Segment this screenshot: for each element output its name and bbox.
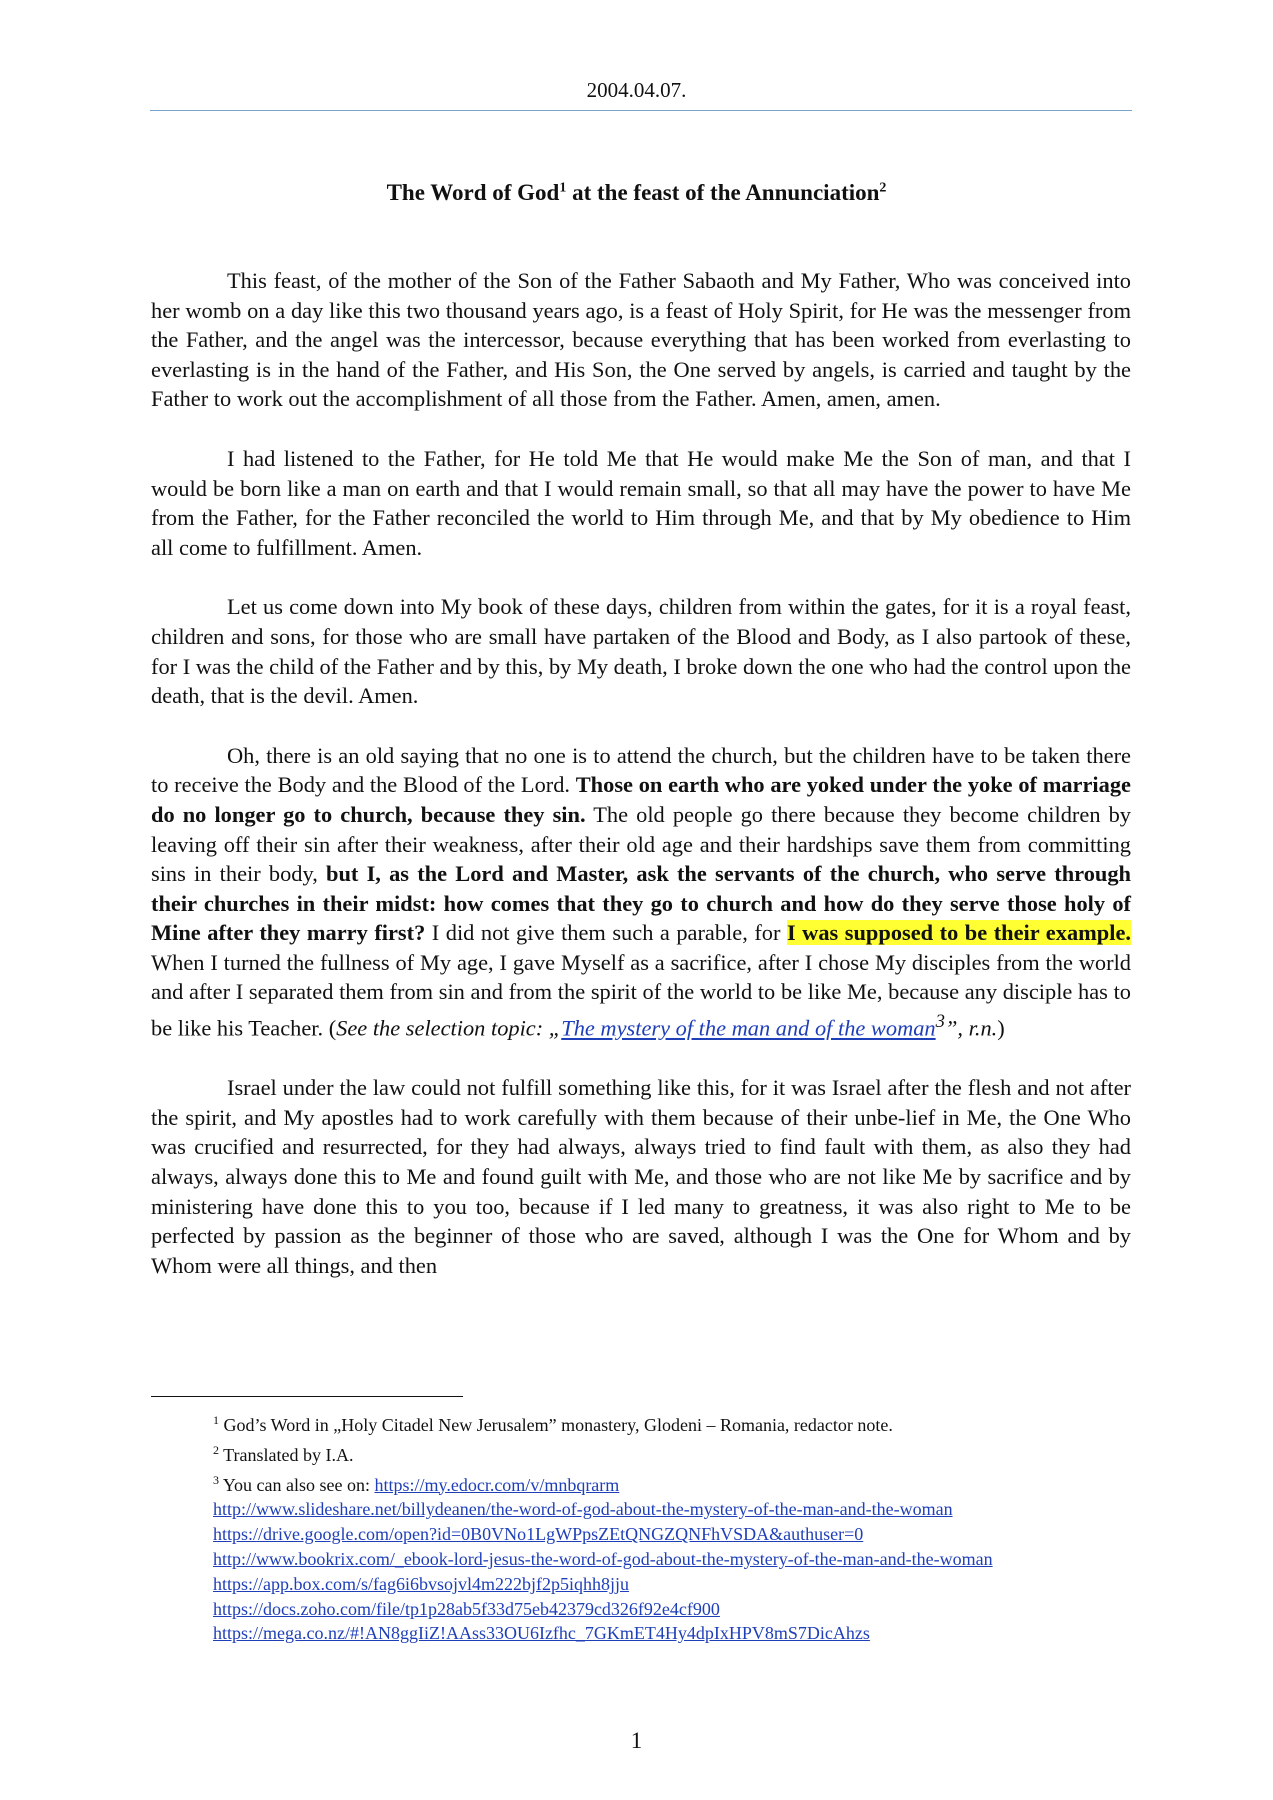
footnote-link-edocr[interactable]: https://my.edocr.com/v/mnbqrarm — [374, 1474, 620, 1495]
title-footnote-ref-1[interactable]: 1 — [559, 180, 567, 196]
p4-bold-2: but I, as the Lord and Master, ask the servants of the church, who serve through their churches in their midst: how comes that they go to church and how do they serve those holy of Mine after they marry first? — [151, 861, 1131, 946]
p4-text-c: The old people go there because they become children by leaving off their sin after their weakness, after their old age and their hardships save them from committing sins in their body, — [151, 801, 1131, 887]
paragraph-1: This feast, of the mother of the Son of the Father Sabaoth and My Father, Who was conceived into her womb on a day like this two thousand years ago, is a feast of Holy Spirit, for He was the messenger from the Father, and the angel was the intercessor, because everything that has been worked from everlasting to everlasting is in the hand of the Father, and His Son, the One served by angels, is carried and taught by the Father to work out the accomplishment of all those from the Father. Amen, amen, amen. — [151, 268, 1131, 412]
p4-text-g: When I turned the fullness of My age, I gave Myself as a sacrifice, after I chose My disciples from the world and after I separated them from sin and from the spirit of the world to be like Me, because any disciple has to be like his Teacher. ( — [151, 949, 1131, 1041]
page-number: 1 — [630, 1728, 643, 1753]
p4-italic-2: ”, r.n. — [944, 1015, 998, 1041]
topic-link[interactable] — [561, 1016, 935, 1041]
footnote-1 — [151, 1408, 1131, 1438]
footnotes — [151, 1408, 1131, 1646]
footnote-link-item — [151, 1597, 1131, 1622]
footnote-3 — [151, 1468, 1131, 1498]
footnote-ref-3[interactable]: 3 — [935, 1011, 945, 1033]
footnote-link-mega[interactable]: https://mega.co.nz/#!AN8ggIiZ!AAss33OU6Izfhc_7GKmET4Hy4dpIxHPV8mS7DicAhzs — [213, 1623, 870, 1644]
footnote-3-number: 3 — [213, 1472, 219, 1487]
footnote-link-slideshare[interactable]: http://www.slideshare.net/billydeanen/the-word-of-god-about-the-mystery-of-the-man-and-the-woman — [213, 1499, 953, 1520]
footnote-link-item — [151, 1621, 1131, 1646]
footnote-link-box[interactable]: https://app.box.com/s/fag6i6bvsojvl4m222bjf2p5iqhh8jju — [213, 1573, 629, 1594]
p4-text-l: ) — [997, 1015, 1005, 1041]
paragraph-5: Israel under the law could not fulfill something like this, for it was Israel after the flesh and not after the spirit, and My apostles had to work carefully with them because of their unbe-lief in Me, the One Who was crucified and resurrected, for they had always, always tried to find fault with them, as also they had always, always done this to Me and found guilt with Me, and those who are not like Me by sacrifice and by ministering have done this to you too, because if I led many to greatness, it was also right to Me to be perfected by passion as the beginner of those who are saved, although I was the One for Whom and by Whom were all things, and then — [151, 1075, 1131, 1278]
footnote-3-text: You can also see on: — [219, 1474, 375, 1495]
footnote-1-text: God’s Word in „Holy Citadel New Jerusalem” monastery, Glodeni – Romania, redactor note. — [219, 1415, 893, 1435]
paragraph-2: I had listened to the Father, for He told Me that He would make Me the Son of man, and that I would be born like a man on earth and that I would remain small, so that all may have the power to have Me from the Father, for the Father reconciled the world to Him through Me, and that by My obedience to Him all come to fulfillment. Amen. — [151, 445, 1131, 560]
footnote-link-google-drive[interactable]: https://drive.google.com/open?id=0B0VNo1LgWPpsZEtQNGZQNFhVSDA&authuser=0 — [213, 1524, 864, 1545]
p4-italic-1: See the selection topic: „ — [336, 1015, 562, 1041]
header-date: 2004.04.07. — [586, 78, 687, 102]
footnote-link-zoho[interactable]: https://docs.zoho.com/file/tp1p28ab5f33d75eb42379cd326f92e4cf900 — [213, 1598, 720, 1619]
footnote-divider — [151, 1396, 463, 1397]
p4-text-e: I did not give them such a parable, for — [425, 920, 787, 946]
header-divider — [150, 110, 1132, 111]
paragraph-3: Let us come down into My book of these days, children from within the gates, for it is a royal feast, children and sons, for those who are small have partaken of the Blood and Body, as I also partook of these, for I was the child of the Father and by this, by My death, I broke down the one who had the control upon the death, that is the devil. Amen. — [151, 594, 1131, 709]
footnote-link-item — [151, 1572, 1131, 1597]
footnote-1-number: 1 — [213, 1413, 219, 1427]
footnote-2-number: 2 — [213, 1442, 219, 1457]
title-text-2: at the feast of the Annunciation — [566, 180, 880, 205]
footnote-link-item — [151, 1497, 1131, 1522]
topic-link-text[interactable]: The mystery of the man and of the woman — [561, 1015, 936, 1041]
footnote-2-text: Translated by I.A. — [219, 1444, 354, 1465]
paragraph-4 — [151, 741, 1131, 1043]
footnote-link-item — [151, 1522, 1131, 1547]
p4-bold-1: Those on earth who are yoked under the yoke of marriage do no longer go to church, because they sin. — [151, 772, 1131, 827]
footnote-2 — [151, 1438, 1131, 1468]
page-title — [0, 180, 1273, 206]
footnote-link-bookrix[interactable]: http://www.bookrix.com/_ebook-lord-jesus-the-word-of-god-about-the-mystery-of-the-man-and-the-woman — [213, 1548, 993, 1569]
highlighted-text: I was supposed to be their example. — [786, 920, 1131, 946]
title-footnote-ref-2[interactable]: 2 — [879, 180, 887, 196]
title-text: The Word of God — [386, 180, 560, 205]
document-body — [151, 266, 1131, 1310]
footnote-link-item — [151, 1547, 1131, 1572]
p4-text-a: Oh, there is an old saying that no one is to attend the church, but the children have to be taken there to receive the Body and the Blood of the Lord. — [151, 742, 1131, 798]
